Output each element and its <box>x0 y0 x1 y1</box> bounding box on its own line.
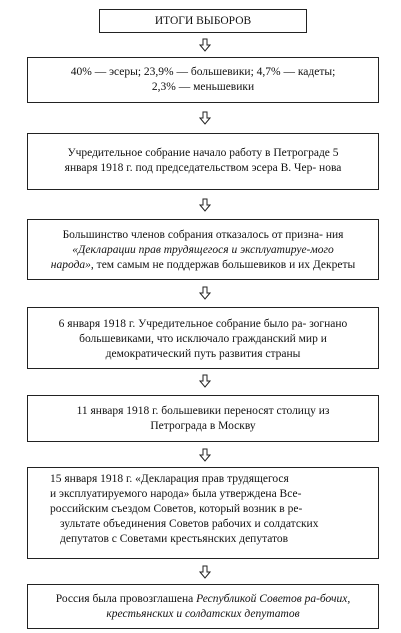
box-text-italic: «Декларации прав трудящегося и эксплуатируе-мого <box>72 244 334 256</box>
box-russia-proclaimed <box>27 584 379 629</box>
box-election-results-title <box>99 9 307 33</box>
box-text-italic: народа» <box>50 259 91 271</box>
down-arrow-icon <box>199 448 211 462</box>
box-text: Россия была провозглашена <box>55 593 197 605</box>
box-text-line: депутатов с Советами крестьянских депутатов <box>60 533 289 545</box>
box-capital-moved <box>27 395 379 442</box>
box-text-italic: крестьянских и солдатских депутатов <box>106 608 300 620</box>
box-assembly-dispersed <box>27 307 379 369</box>
box-text: ИТОГИ ВЫБОРОВ <box>154 15 252 27</box>
box-text-line: большевиками, что исключало гражданский мир и <box>79 333 327 345</box>
box-text-line: Учредительное собрание начало работу в Петрограде 5 <box>67 147 339 159</box>
down-arrow-icon <box>199 374 211 388</box>
box-text-italic: Республикой Советов ра-бочих, <box>196 593 351 605</box>
box-text-line: 6 января 1918 г. Учредительное собрание было ра- зогнано <box>58 318 348 330</box>
box-text-line: Петрограда в Москву <box>150 420 256 432</box>
box-text-line: 15 января 1918 г. «Декларация прав трудящегося <box>50 473 289 485</box>
box-text-line: и эксплуатируемого народа» была утверждена Все- <box>50 488 302 500</box>
down-arrow-icon <box>199 198 211 212</box>
down-arrow-icon <box>199 286 211 300</box>
box-text-line: Большинство членов собрания отказалось от призна- ния <box>62 229 344 241</box>
box-election-percentages <box>27 57 379 103</box>
box-text-line: января 1918 г. под председательством эсера В. Чер- нова <box>64 162 342 174</box>
box-declaration-approved <box>27 467 379 559</box>
box-text-line: демократический путь развития страны <box>105 348 301 360</box>
down-arrow-icon <box>199 111 211 125</box>
box-text: , тем самым не поддержав большевиков и их Декреты <box>90 259 356 271</box>
box-text-line: российским съездом Советов, который возник в ре- <box>50 503 303 515</box>
box-text-line: 11 января 1918 г. большевики переносят столицу из <box>76 405 330 417</box>
box-text-line: 40% — эсеры; 23,9% — большевики; 4,7% — кадеты; <box>70 66 336 78</box>
down-arrow-icon <box>199 38 211 52</box>
box-declaration-refusal <box>27 219 379 280</box>
box-text-line: зультате объединения Советов рабочих и солдатских <box>60 518 319 530</box>
box-text-line: 2,3% — меньшевики <box>151 81 255 93</box>
down-arrow-icon <box>199 565 211 579</box>
box-constituent-assembly-start <box>27 133 379 190</box>
